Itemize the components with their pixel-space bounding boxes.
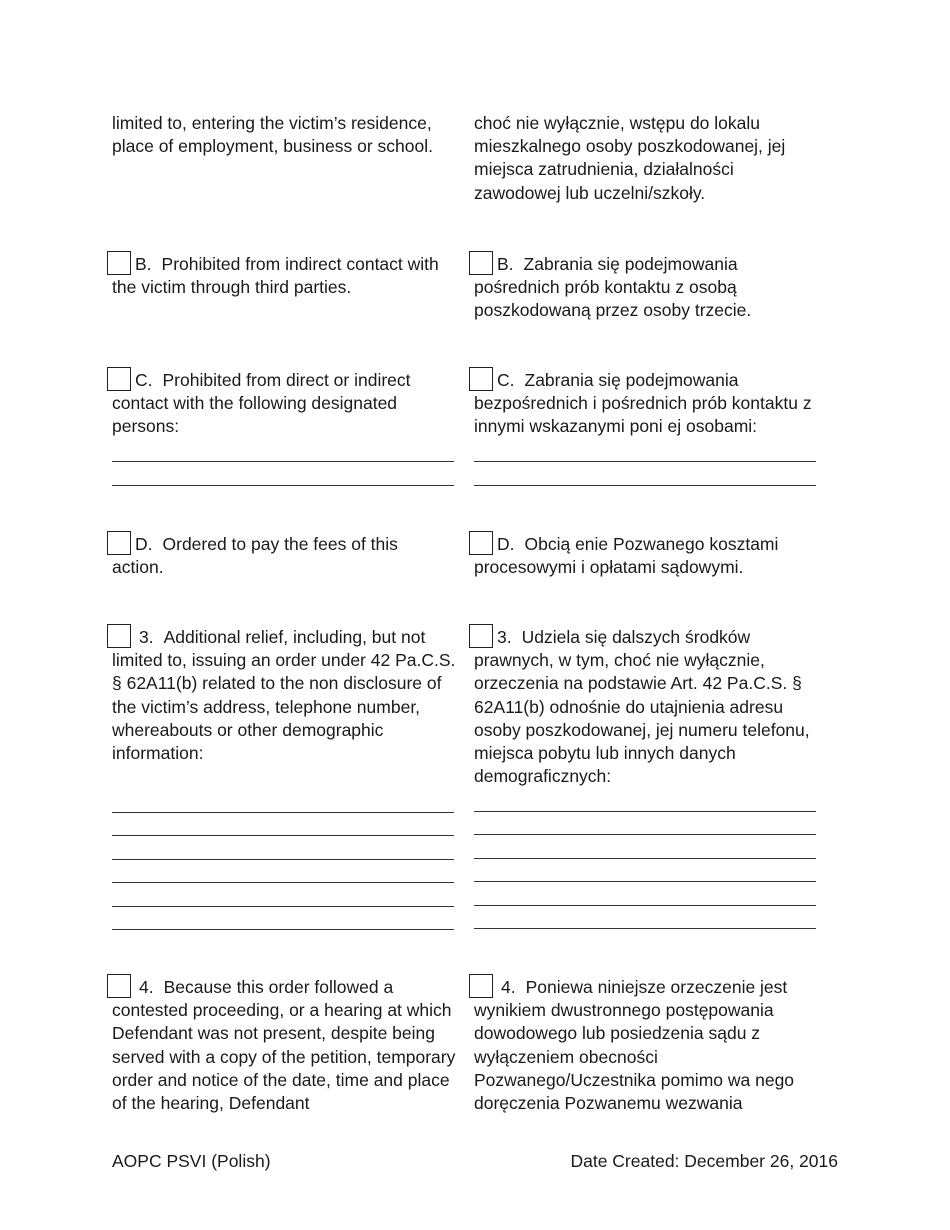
section-d-label-en: D.	[135, 534, 153, 554]
checkbox-3-en[interactable]	[107, 624, 131, 648]
section-4-text-en: Because this order followed a contested proceeding, or a hearing at which Defendant was not present, despite being served with a copy of the petition, temporary order and notice of the date, time and place of the hearing, Defendant	[112, 977, 456, 1114]
designated-persons-line-pl-1[interactable]	[474, 439, 816, 463]
section-d-text-en: Ordered to pay the fees of this action.	[112, 534, 398, 578]
checkbox-d-pl[interactable]	[469, 531, 493, 555]
section-3-label-en: 3.	[139, 627, 154, 647]
section-d-label-pl: D.	[497, 534, 515, 554]
checkbox-4-pl[interactable]	[469, 974, 493, 998]
relief-line-en-6[interactable]	[112, 907, 454, 931]
section-3-text-pl: Udziela się dalszych środków prawnych, w tym, choć nie wyłącznie, orzeczenia na podstawie Art. 42 Pa.C.S. § 62A11(b) odnośnie do utajnienia adresu osoby poszkodowanej, jej numeru telefonu, miejsca pobytu lub innych danych demograficznych:	[474, 627, 810, 787]
designated-persons-line-pl-2[interactable]	[474, 462, 816, 486]
top-pl-text: choć nie wyłącznie, wstępu do lokalu mieszkalnego osoby poszkodowanej, jej miejsca zatrudnienia, działalności zawodowej lub uczelni/szkoły.	[474, 113, 786, 203]
section-4-label-pl: 4.	[501, 977, 516, 997]
section-d-pl	[474, 531, 824, 579]
designated-persons-line-en-2[interactable]	[112, 462, 454, 486]
section-c-label-en: C.	[135, 370, 153, 390]
section-d-text-pl: Obcią enie Pozwanego kosztami procesowymi i opłatami sądowymi.	[474, 534, 779, 578]
section-4-text-pl: Poniewa niniejsze orzeczenie jest wynikiem dwustronnego postępowania dowodowego lub posiedzenia sądu z wyłączeniem obecności Pozwanego/Uczestnika pomimo wa nego doręczenia Pozwanemu wezwania	[474, 977, 795, 1114]
section-c-pl	[474, 367, 824, 486]
checkbox-3-pl[interactable]	[469, 624, 493, 648]
section-b-pl	[474, 251, 824, 323]
checkbox-c-pl[interactable]	[469, 367, 493, 391]
section-c-label-pl: C.	[497, 370, 515, 390]
section-3-en	[112, 624, 462, 930]
relief-line-en-2[interactable]	[112, 813, 454, 837]
section-4-pl	[474, 974, 824, 1115]
relief-line-pl-5[interactable]	[474, 882, 816, 906]
checkbox-b-pl[interactable]	[469, 251, 493, 275]
section-b-text-pl: Zabrania się podejmowania pośrednich prób kontaktu z osobą poszkodowaną przez osoby trzecie.	[474, 254, 752, 321]
relief-line-en-5[interactable]	[112, 883, 454, 907]
section-3-text-en: Additional relief, including, but not limited to, issuing an order under 42 Pa.C.S. § 62A11(b) related to the non disclosure of the victim’s address, telephone number, whereabouts or other demographic information:	[112, 627, 456, 764]
section-c-text-en: Prohibited from direct or indirect contact with the following designated persons:	[112, 370, 411, 437]
section-3-label-pl: 3.	[497, 627, 512, 647]
section-b-en	[112, 251, 462, 299]
section-b-label-pl: B.	[497, 254, 514, 274]
section-4-en	[112, 974, 462, 1115]
top-text-en	[112, 112, 462, 158]
relief-line-pl-2[interactable]	[474, 812, 816, 836]
relief-line-en-1[interactable]	[112, 789, 454, 813]
footer-date-created: Date Created: December 26, 2016	[570, 1151, 838, 1171]
section-3-pl	[474, 624, 824, 929]
checkbox-d-en[interactable]	[107, 531, 131, 555]
checkbox-c-en[interactable]	[107, 367, 131, 391]
section-b-text-en: Prohibited from indirect contact with the victim through third parties.	[112, 254, 439, 298]
checkbox-4-en[interactable]	[107, 974, 131, 998]
section-4-label-en: 4.	[139, 977, 154, 997]
footer-form-id: AOPC PSVI (Polish)	[112, 1151, 271, 1171]
relief-line-en-3[interactable]	[112, 836, 454, 860]
section-c-en	[112, 367, 462, 486]
relief-line-pl-6[interactable]	[474, 906, 816, 930]
section-b-label-en: B.	[135, 254, 152, 274]
relief-line-en-4[interactable]	[112, 860, 454, 884]
checkbox-b-en[interactable]	[107, 251, 131, 275]
top-text-pl	[474, 112, 824, 205]
section-c-text-pl: Zabrania się podejmowania bezpośrednich i pośrednich prób kontaktu z innymi wskazanymi poni ej osobami:	[474, 370, 812, 437]
relief-line-pl-4[interactable]	[474, 859, 816, 883]
relief-line-pl-1[interactable]	[474, 788, 816, 812]
section-d-en	[112, 531, 462, 579]
designated-persons-line-en-1[interactable]	[112, 439, 454, 463]
relief-line-pl-3[interactable]	[474, 835, 816, 859]
top-en-text: limited to, entering the victim’s residence, place of employment, business or school.	[112, 113, 433, 157]
